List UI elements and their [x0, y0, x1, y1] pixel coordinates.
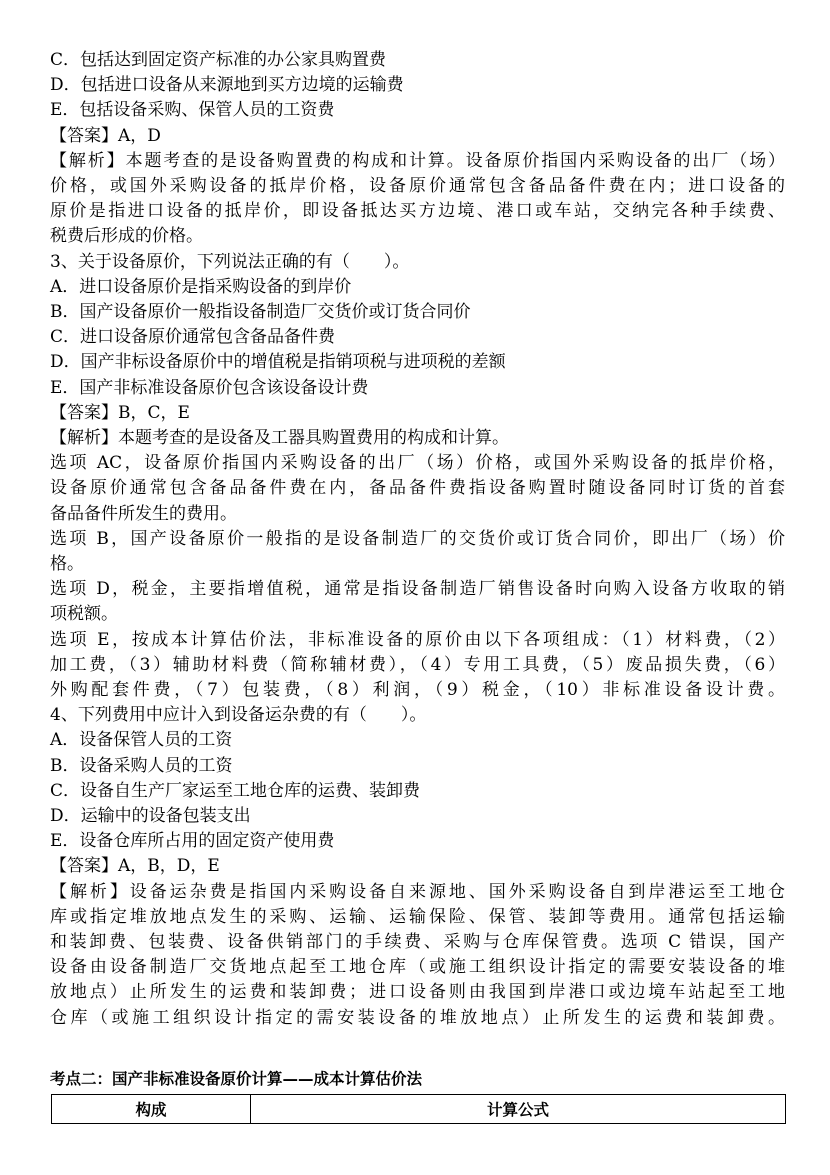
- text-line: 【解析】本题考查的是设备购置费的构成和计算。设备原价指国内采购设备的出厂（场）: [50, 150, 785, 171]
- text-line: 加工费，（3）辅助材料费（简称辅材费），（4）专用工具费，（5）废品损失费，（6）: [50, 654, 785, 675]
- text-line: B．设备采购人员的工资: [50, 755, 233, 776]
- text-line: 价格，或国外采购设备的抵岸价格，设备原价通常包含备品备件费在内；进口设备的: [50, 176, 785, 196]
- table-header-row: [52, 1095, 786, 1124]
- text-line: 和装卸费、包装费、设备供销部门的手续费、采购与仓库保管费。选项 C 错误，国产: [50, 932, 785, 952]
- text-line: 格。: [50, 554, 84, 574]
- text-line: C．设备自生产厂家运至工地仓库的运费、装卸费: [50, 780, 421, 801]
- text-line: D．国产非标设备原价中的增值税是指销项税与进项税的差额: [50, 352, 506, 373]
- text-line: 选项 AC，设备原价指国内采购设备的出厂（场）价格，或国外采购设备的抵岸价格，: [50, 453, 785, 474]
- text-line: A．进口设备原价是指采购设备的到岸价: [50, 276, 352, 297]
- text-line: A．设备保管人员的工资: [50, 730, 233, 751]
- text-line: D．运输中的设备包装支出: [50, 806, 251, 826]
- text-line: 选项 B，国产设备原价一般指的是设备制造厂的交货价或订货合同价，即出厂（场）价: [50, 528, 785, 549]
- text-line: 库或指定堆放地点发生的采购、运输、运输保险、保管、装卸等费用。通常包括运输: [50, 906, 785, 927]
- text-line: 备品备件所发生的费用。: [50, 503, 237, 524]
- text-line: E．国产非标准设备原价包含该设备设计费: [50, 377, 369, 398]
- text-line: 【答案】A，B，D，E: [50, 856, 220, 877]
- text-line: 税费后形成的价格。: [50, 226, 203, 247]
- text-line: 原价是指进口设备的抵岸价，即设备抵达买方边境、港口或车站，交纳完各种手续费、: [50, 201, 785, 222]
- text-line: 【解析】本题考查的是设备及工器具购置费用的构成和计算。: [50, 428, 509, 448]
- text-line: 设备原价通常包含备品备件费在内，备品备件费指设备购置时随设备同时订货的首套: [50, 478, 785, 499]
- text-line: 3、关于设备原价，下列说法正确的有（ ）。: [50, 251, 410, 272]
- section-heading: 考点二：国产非标准设备原价计算——成本计算估价法: [50, 1070, 423, 1088]
- text-line: C．包括达到固定资产标准的办公家具购置费: [50, 50, 387, 70]
- text-line: 外购配套件费，（7）包装费，（8）利润，（9）税金，（10）非标准设备设计费。: [50, 680, 785, 700]
- text-line: E．包括设备采购、保管人员的工资费: [50, 100, 335, 121]
- text-line: 4、下列费用中应计入到设备运杂费的有（ ）。: [50, 705, 427, 726]
- text-line: 【解析】设备运杂费是指国内采购设备自来源地、国外采购设备自到岸港运至工地仓: [50, 881, 785, 902]
- text-line: C．进口设备原价通常包含备品备件费: [50, 327, 336, 348]
- text-line: 选项 E，按成本计算估价法，非标准设备的原价由以下各项组成：（1）材料费，（2）: [50, 629, 785, 650]
- text-line: B．国产设备原价一般指设备制造厂交货价或订货合同价: [50, 302, 471, 322]
- text-line: 【答案】B，C，E: [50, 402, 190, 423]
- text-line: 选项 D，税金，主要指增值税，通常是指设备制造厂销售设备时向购入设备方收取的销: [50, 579, 785, 600]
- text-line: 【答案】A，D: [50, 125, 161, 146]
- text-line: 设备由设备制造厂交货地点起至工地仓库（或施工组织设计指定的需要安装设备的堆: [50, 957, 785, 978]
- table-header-formula: 计算公式: [251, 1095, 786, 1124]
- text-line: 放地点）止所发生的运费和装卸费；进口设备则由我国到岸港口或边境车站起至工地: [50, 982, 785, 1003]
- calculation-table: [51, 1094, 786, 1124]
- text-line: 仓库（或施工组织设计指定的需安装设备的堆放地点）止所发生的运费和装卸费。: [50, 1007, 785, 1028]
- text-line: E．设备仓库所占用的固定资产使用费: [50, 831, 335, 852]
- text-line: 项税额。: [50, 604, 118, 625]
- text-line: D．包括进口设备从来源地到买方边境的运输费: [50, 75, 404, 96]
- table-header-composition: 构成: [52, 1095, 251, 1124]
